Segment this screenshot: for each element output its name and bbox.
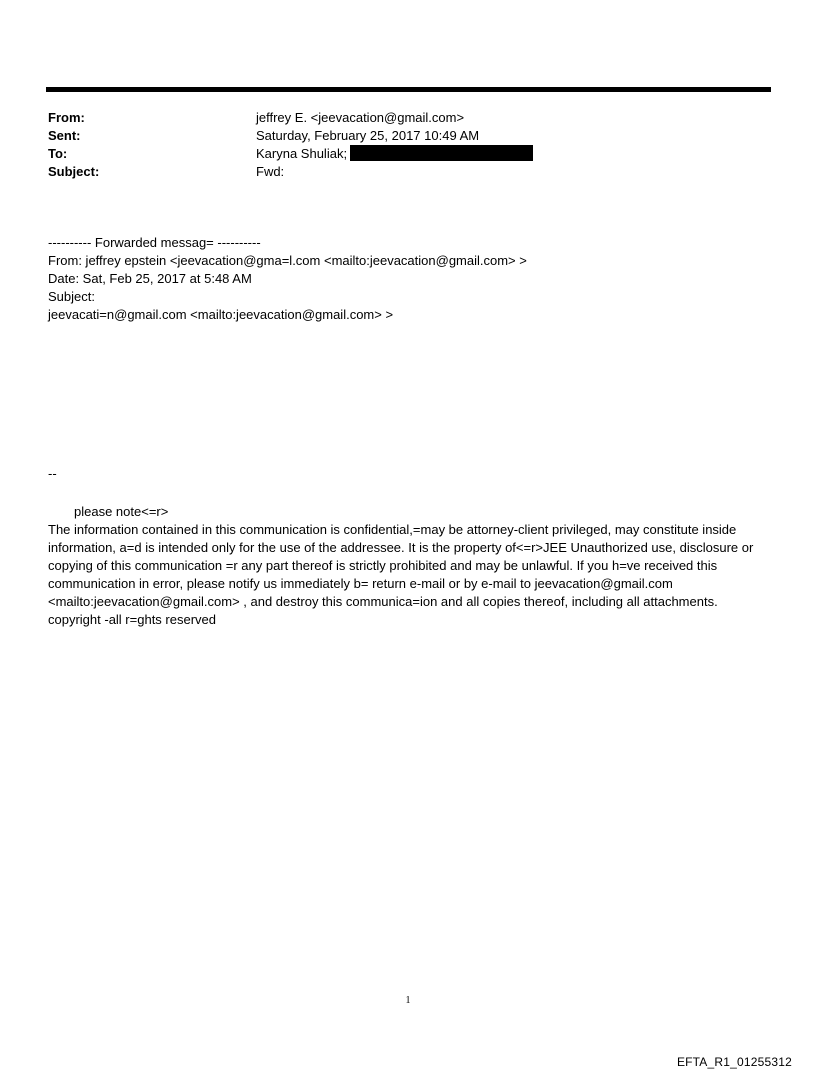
signature-dash: -- <box>48 466 57 481</box>
to-value-wrapper <box>256 145 533 163</box>
from-value: jeffrey E. <jeevacation@gmail.com> <box>256 110 465 125</box>
forwarded-from-line: From: jeffrey epstein <jeevacation@gma=l.com <mailto:jeevacation@gmail.com> > <box>48 253 527 268</box>
sent-label: Sent: <box>48 128 81 143</box>
to-label: To: <box>48 146 68 161</box>
from-label: From: <box>48 110 85 125</box>
forwarded-message-block <box>48 234 768 324</box>
bates-number: EFTA_R1_01255312 <box>676 1055 792 1069</box>
redaction-block <box>350 145 533 161</box>
sent-value: Saturday, February 25, 2017 10:49 AM <box>256 128 480 143</box>
to-value: Karyna Shuliak; <box>256 146 348 161</box>
forwarded-address-line: jeevacati=n@gmail.com <mailto:jeevacation@gmail.com> > <box>48 307 394 322</box>
confidentiality-disclaimer: The information contained in this communication is confidential,=may be attorney-client privileged, may constitute inside information, a=d is intended only for the use of the addressee. It is the property of<=r>JEE Unauthorized use, disclosure or copying of this communication =r any part thereof is strictly prohibited and may be unlawful. If you h=ve received this communication in error, please notify us immediately b= return e-mail or by e-mail to jeevacation@gmail.com <mailto:jeevacation@gmail.com> , and destroy this communica=ion and all copies thereof, including all attachments. copyright -all r=ghts reserved <box>48 522 754 627</box>
signature-block <box>48 503 768 629</box>
subject-label: Subject: <box>48 164 100 179</box>
forwarded-subject-line: Subject: <box>48 289 95 304</box>
subject-value: Fwd: <box>256 164 285 179</box>
please-note-line: please note<=r> <box>74 504 169 519</box>
forwarded-divider: ---------- Forwarded messag= ---------- <box>48 235 261 250</box>
page-number: 1 <box>405 995 411 1006</box>
forwarded-date-line: Date: Sat, Feb 25, 2017 at 5:48 AM <box>48 271 252 286</box>
header-divider-rule <box>46 87 771 92</box>
